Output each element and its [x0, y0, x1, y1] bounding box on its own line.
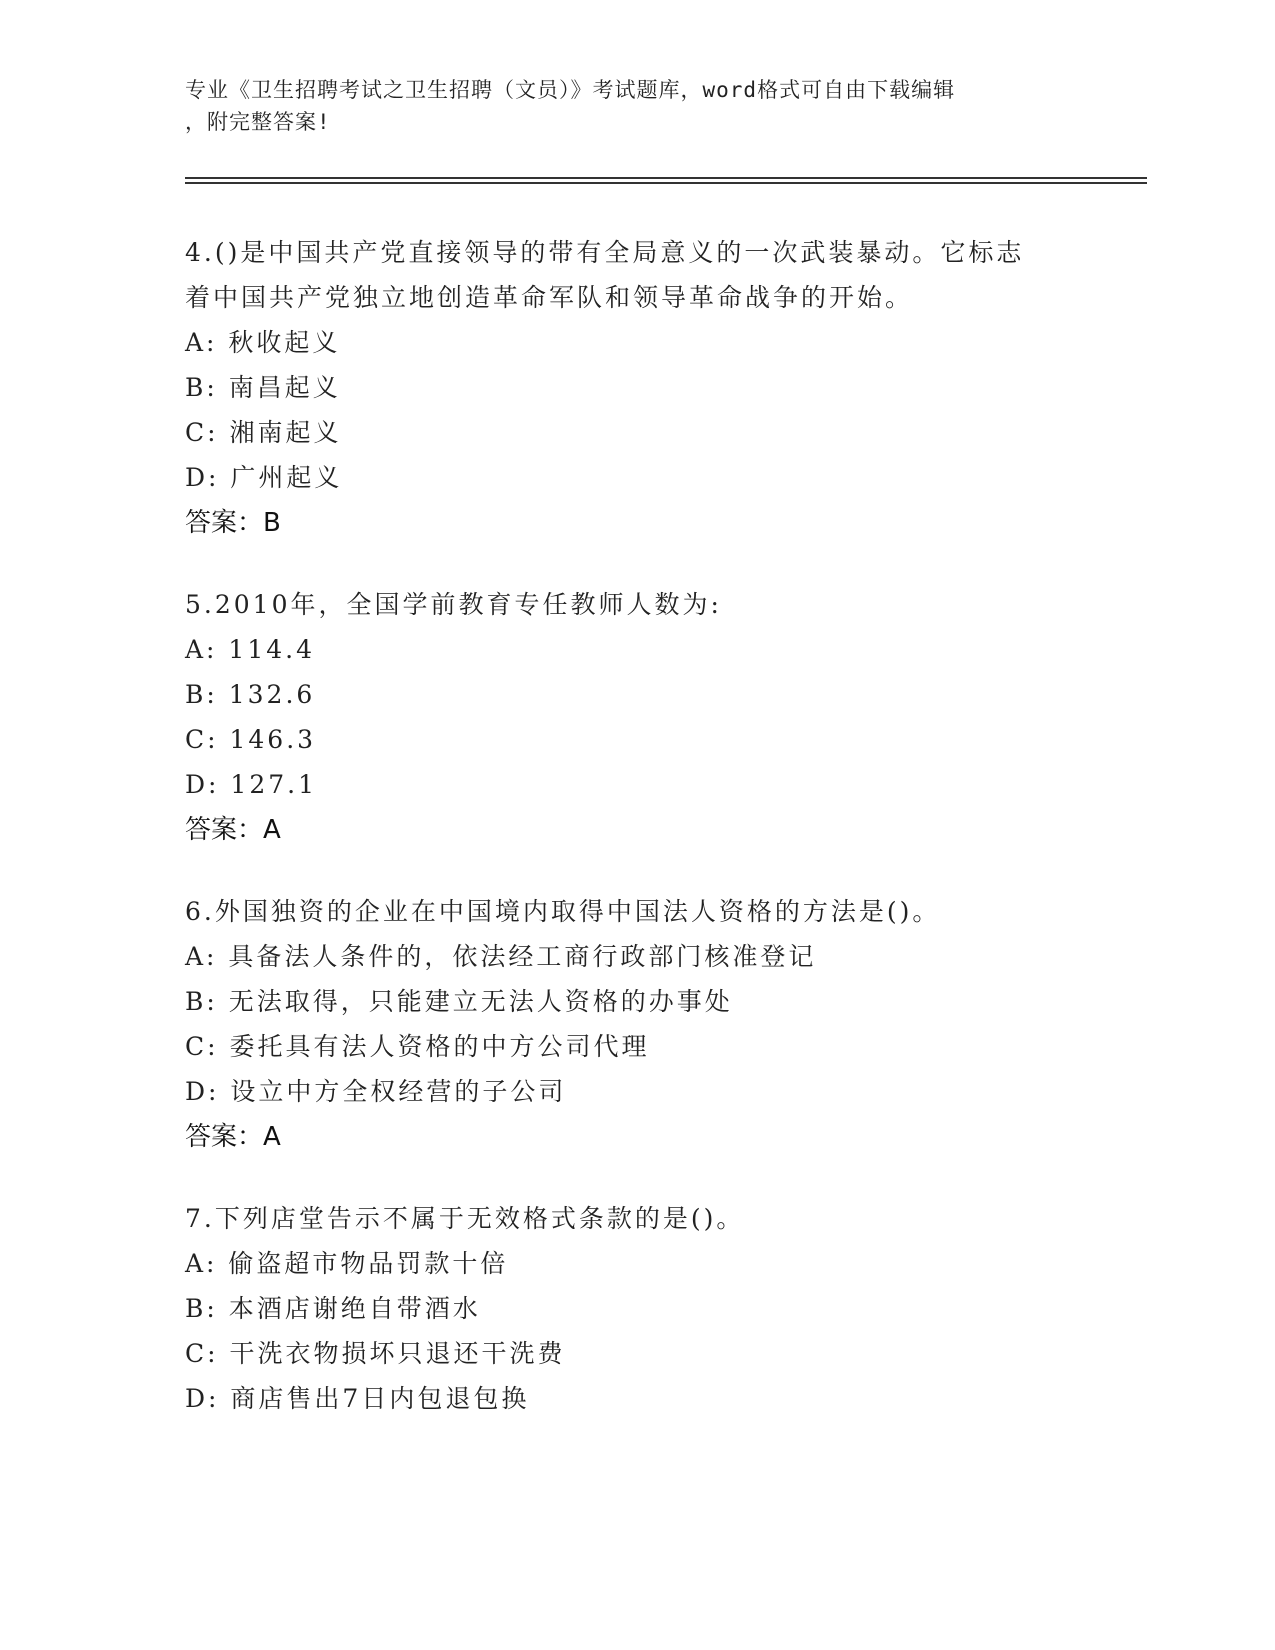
- header-divider-top: [185, 177, 1147, 179]
- option-b: B: 无法取得，只能建立无法人资格的办事处: [185, 987, 733, 1016]
- option-a: A: 偷盗超市物品罚款十倍: [185, 1249, 509, 1278]
- option-a: A: 具备法人条件的，依法经工商行政部门核准登记: [185, 942, 817, 971]
- option-b: B: 132.6: [185, 680, 316, 709]
- option-d: D: 127.1: [185, 770, 317, 799]
- answer-label: 答案：A: [185, 1122, 281, 1152]
- answer-label: 答案：B: [185, 508, 281, 538]
- option-c: C: 干洗衣物损坏只退还干洗费: [185, 1339, 566, 1368]
- option-d: D: 商店售出7日内包退包换: [185, 1384, 530, 1413]
- option-a: A: 114.4: [185, 635, 315, 664]
- question-6: [185, 889, 1085, 1160]
- header-line-1: 专业《卫生招聘考试之卫生招聘（文员）》考试题库，word格式可自由下载编辑: [185, 78, 956, 102]
- question-stem: 7.下列店堂告示不属于无效格式条款的是()。: [185, 1204, 745, 1233]
- question-7: [185, 1196, 1085, 1421]
- question-stem: 6.外国独资的企业在中国境内取得中国法人资格的方法是()。: [185, 897, 941, 926]
- option-c: C: 湘南起义: [185, 418, 342, 447]
- option-d: D: 广州起义: [185, 463, 343, 492]
- question-stem-continued: 着中国共产党独立地创造革命军队和领导革命战争的开始。: [185, 283, 914, 312]
- question-list: [185, 230, 1085, 1457]
- option-d: D: 设立中方全权经营的子公司: [185, 1077, 567, 1106]
- header-divider-bottom: [185, 182, 1147, 184]
- question-stem: 4.()是中国共产党直接领导的带有全局意义的一次武装暴动。它标志: [185, 238, 1025, 267]
- option-c: C: 146.3: [185, 725, 317, 754]
- header-line-2: ，附完整答案!: [185, 110, 331, 134]
- question-4: [185, 230, 1085, 546]
- option-c: C: 委托具有法人资格的中方公司代理: [185, 1032, 650, 1061]
- question-5: [185, 582, 1085, 853]
- option-b: B: 本酒店谢绝自带酒水: [185, 1294, 481, 1323]
- answer-label: 答案：A: [185, 815, 281, 845]
- document-header: [185, 74, 1065, 138]
- option-b: B: 南昌起义: [185, 373, 341, 402]
- option-a: A: 秋收起义: [185, 328, 341, 357]
- question-stem: 5.2010年，全国学前教育专任教师人数为:: [185, 590, 722, 619]
